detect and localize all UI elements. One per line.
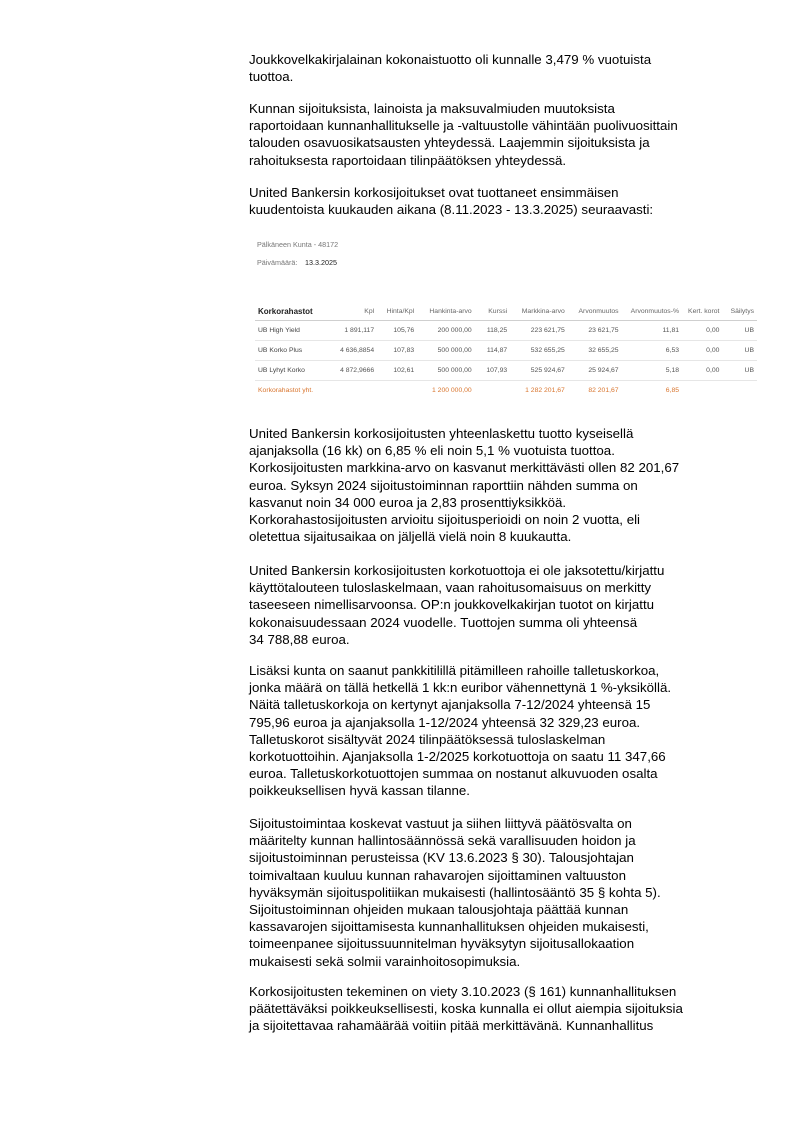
table-cell: 6,85 <box>665 387 680 394</box>
col-header: Arvonmuutos <box>568 302 622 321</box>
table-cell: 25 924,67 <box>568 361 622 381</box>
table-total-row <box>255 381 757 401</box>
table-cell: 0,00 <box>682 341 722 361</box>
col-header: Korkorahastot <box>255 302 328 321</box>
table-cell: 223 621,75 <box>510 321 568 341</box>
table-row <box>255 341 757 361</box>
table-cell <box>377 381 417 401</box>
table-cell: 500 000,00 <box>417 341 474 361</box>
table-cell: 32 655,25 <box>568 341 622 361</box>
table-cell: 114,87 <box>475 341 510 361</box>
table-cell: 102,61 <box>377 361 417 381</box>
table-cell: 105,76 <box>377 321 417 341</box>
fund-report-image <box>249 232 761 400</box>
table-cell: 82 201,67 <box>588 387 619 394</box>
table-cell: UB Korko Plus <box>255 341 328 361</box>
table-cell: 107,83 <box>377 341 417 361</box>
table-cell <box>682 381 722 401</box>
paragraph-ub-total-return: United Bankersin korkosijoitusten yhteenlaskettu tuotto kyseisellä ajanjaksolla (16 kk) on 6,85 % eli noin 5,1 % vuotuista tuottoa. Korkosijoitusten markkina-arvo on kasvanut merkittävästi ollen 82 201,67 euroa. Syksyn 2024 sijoitustoiminnan raporttiin nähden summa on kasvanut noin 34 000 euroa ja 2,83 prosenttiyksikköä. Korkorahastosijoitusten arvioitu sijoitusperioidi on noin 2 vuotta, eli oletettua sijaitusaikaa on jäljellä vielä noin 8 kuukautta. <box>249 426 680 545</box>
table-row <box>255 361 757 381</box>
table-cell: 525 924,67 <box>510 361 568 381</box>
paragraph-board-decision: Korkosijoitusten tekeminen on viety 3.10.2023 (§ 161) kunnanhallituksen päätettäväksi poikkeuksellisesti, koska kunnalla ei ollut aiempia sijoituksia ja sijoitettavaa rahamäärää voitiin pitää merkittävänä. Kunnanhallitus <box>249 984 683 1034</box>
table-cell: 1 891,117 <box>328 321 378 341</box>
table-cell: 23 621,75 <box>568 321 622 341</box>
table-cell: 107,93 <box>475 361 510 381</box>
paragraph-deposit-interest: Lisäksi kunta on saanut pankkitilillä pitämilleen rahoille talletuskorkoa, jonka määrä on tällä hetkellä 1 kk:n euribor vähennettynä 1 %-yksiköllä. Näitä talletuskorkoja on kertynyt ajanjaksolla 7-12/2024 yhteensä 15 795,96 euroa ja ajanjaksolla 1-12/2024 yhteensä 32 329,23 euroa. Talletuskorot sisältyvät 2024 tilinpäätöksessä tuloslaskelman korkotuottoihin. Ajanjaksolla 1-2/2025 korkotuottoja on saatu 11 347,66 euroa. Talletuskorkotuottojen summaa on nostanut alkuvuoden osalta poikkeuksellisen hyvä kassan tilanne. <box>249 663 672 799</box>
table-cell: UB <box>722 341 757 361</box>
table-cell: 0,00 <box>682 321 722 341</box>
table-cell: Korkorahastot yht. <box>258 387 314 394</box>
col-header: Kpl <box>328 302 378 321</box>
col-header: Hinta/Kpl <box>377 302 417 321</box>
paragraph-reporting: Kunnan sijoituksista, lainoista ja maksuvalmiuden muutoksista raportoidaan kunnanhallitukselle ja -valtuustolle vähintään puolivuosittain talouden osavuosikatsausten yhteydessä. Laajemmin sijoituksista ja rahoituksesta raportoidaan tilinpäätöksen yhteydessä. <box>249 101 678 168</box>
table-cell: UB <box>722 361 757 381</box>
report-client: Pälkäneen Kunta - 48172 <box>257 240 339 249</box>
table-cell: 6,53 <box>622 341 682 361</box>
paragraph-responsibilities: Sijoitustoimintaa koskevat vastuut ja siihen liittyvä päätösvalta on määritelty kunnan hallintosäännössä sekä varallisuuden hoidon ja sijoitustoiminnan perusteissa (KV 13.6.2023 § 30). Talousjohtajan toimivaltaan kuuluu kunnan rahavarojen sijoittaminen valtuuston hyväksymän sijoituspolitiikan mukaisesti (hallintosääntö 35 § kohta 5). Sijoitustoiminnan ohjeiden mukaan talousjohtaja päättää kunnan kassavarojen sijoittamisesta kunnanhallituksen ohjeiden mukaisesti, toimeenpanee sijoitussuunnitelman hyväksytyn sijoitusallokaation mukaisesti sekä solmii varainhoitosopimuksia. <box>249 816 661 969</box>
table-row <box>255 321 757 341</box>
paragraph-ub-intro: United Bankersin korkosijoitukset ovat tuottaneet ensimmäisen kuudentoista kuukauden aikana (8.11.2023 - 13.3.2025) seuraavasti: <box>249 185 654 218</box>
table-cell: UB <box>722 321 757 341</box>
table-cell <box>328 381 378 401</box>
table-cell: 4 636,8854 <box>328 341 378 361</box>
table-cell: 200 000,00 <box>417 321 474 341</box>
table-cell: 500 000,00 <box>417 361 474 381</box>
table-cell: 0,00 <box>682 361 722 381</box>
table-cell: 532 655,25 <box>510 341 568 361</box>
table-cell: UB Lyhyt Korko <box>255 361 328 381</box>
table-cell: 11,81 <box>622 321 682 341</box>
table-cell: 1 200 000,00 <box>432 387 472 394</box>
col-header: Säilytys <box>722 302 757 321</box>
fund-table <box>255 302 757 400</box>
table-cell <box>475 381 510 401</box>
table-cell: 5,18 <box>622 361 682 381</box>
table-cell: 4 872,9666 <box>328 361 378 381</box>
fund-table-header <box>255 302 757 321</box>
table-cell <box>722 381 757 401</box>
report-date: Päivämäärä: 13.3.2025 <box>257 258 337 267</box>
table-cell: 1 282 201,67 <box>525 387 565 394</box>
table-cell: UB High Yield <box>255 321 328 341</box>
paragraph-bond-return: Joukkovelkakirjalainan kokonaistuotto oli kunnalle 3,479 % vuotuista tuottoa. <box>249 52 652 85</box>
col-header: Hankinta-arvo <box>417 302 474 321</box>
col-header: Arvonmuutos-% <box>622 302 682 321</box>
table-cell: 118,25 <box>475 321 510 341</box>
col-header: Kurssi <box>475 302 510 321</box>
paragraph-accounting: United Bankersin korkosijoitusten korkotuottoja ei ole jaksotettu/kirjattu käyttötalouteen tuloslaskelmaan, vaan rahoitusomaisuus on merkitty taseeseen nimellisarvoonsa. OP:n joukkovelkakirjan tuotot on kirjattu kokonaisuudessaan 2024 vuodelle. Tuottojen summa oli yhteensä 34 788,88 euroa. <box>249 563 665 647</box>
col-header: Markkina-arvo <box>510 302 568 321</box>
col-header: Kert. korot <box>682 302 722 321</box>
